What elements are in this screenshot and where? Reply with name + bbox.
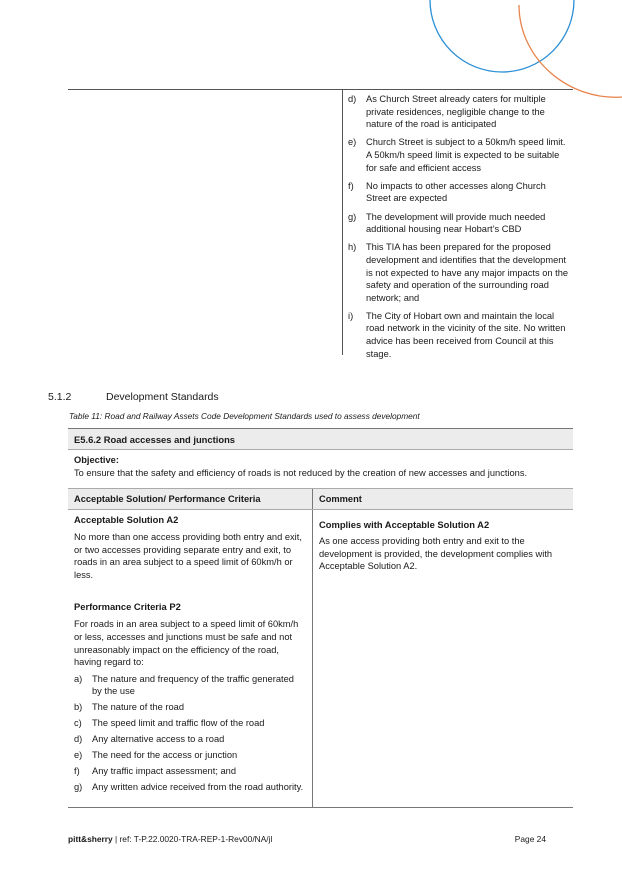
table-title: E5.6.2 Road accesses and junctions bbox=[68, 428, 573, 450]
list-item: d) As Church Street already caters for multiple private residences, negligible change to the nature of the road is anticipated bbox=[348, 94, 546, 130]
table-caption: Table 11: Road and Railway Assets Code Development Standards used to assess development bbox=[69, 411, 420, 421]
page-footer bbox=[68, 834, 546, 844]
objective-row bbox=[68, 450, 573, 488]
blue-arc bbox=[430, 0, 574, 72]
list-item: b) The nature of the road bbox=[74, 702, 184, 713]
list-item: a) The nature and frequency of the traffic generated by the use bbox=[74, 673, 294, 697]
column-header-row bbox=[68, 488, 573, 510]
objective-text: To ensure that the safety and efficiency of roads is not reduced by the creation of new accesses and junctions. bbox=[74, 468, 528, 478]
brand-name: pitt&sherry bbox=[68, 834, 113, 844]
list-item: g) Any written advice received from the road authority. bbox=[74, 782, 304, 793]
col-header-criteria: Acceptable Solution/ Performance Criteria bbox=[68, 489, 313, 509]
standards-table bbox=[68, 428, 573, 808]
comment-cell bbox=[313, 510, 573, 807]
a2-text: No more than one access providing both entry and exit, or two accesses providing separate entry and exit, to roads in an area subject to a speed limit of 60km/h or less. bbox=[74, 532, 302, 580]
p2-list bbox=[74, 673, 306, 794]
table-row bbox=[68, 510, 573, 808]
list-item: d) Any alternative access to a road bbox=[74, 734, 225, 745]
p2-text: For roads in an area subject to a speed limit of 60km/h or less, accesses and junctions must be safe and not unreasonably impact on the efficiency of the road, having regard to: bbox=[74, 619, 299, 668]
top-rule bbox=[68, 89, 573, 90]
list-item: i) The City of Hobart own and maintain the local road network in the vicinity of the site. No written advice has been received from Council at this stage. bbox=[348, 310, 566, 359]
page-number: Page 24 bbox=[514, 834, 546, 844]
objective-label: Objective: bbox=[74, 455, 119, 465]
comment-text: As one access providing both entry and exit to the development is provided, the development complies with Acceptable Solution A2. bbox=[319, 536, 553, 572]
criteria-cell bbox=[68, 510, 313, 807]
p2-heading: Performance Criteria P2 bbox=[74, 601, 181, 613]
list-item: e) Church Street is subject to a 50km/h speed limit. A 50km/h speed limit is expected to be suitable for safe and efficient access bbox=[348, 137, 566, 173]
section-number: 5.1.2 bbox=[48, 391, 72, 403]
comment-heading: Complies with Acceptable Solution A2 bbox=[319, 519, 490, 530]
col-header-comment: Comment bbox=[319, 494, 362, 504]
section-title: Development Standards bbox=[106, 391, 219, 403]
footer-ref bbox=[68, 834, 272, 844]
list-item: f) Any traffic impact assessment; and bbox=[74, 766, 236, 777]
list-item: e) The need for the access or junction bbox=[74, 750, 238, 761]
column-divider bbox=[342, 89, 343, 355]
list-item: g) The development will provide much needed additional housing near Hobart’s CBD bbox=[348, 211, 546, 235]
a2-heading: Acceptable Solution A2 bbox=[74, 514, 179, 525]
orange-arc bbox=[519, 5, 622, 97]
list-item: f) No impacts to other accesses along Church Street are expected bbox=[348, 180, 546, 204]
list-item: c) The speed limit and traffic flow of the road bbox=[74, 718, 265, 729]
continuation-list bbox=[348, 93, 570, 366]
doc-ref: | ref: T-P.22.0020-TRA-REP-1-Rev00/NA/jl bbox=[112, 834, 273, 844]
list-item: h) This TIA has been prepared for the proposed development and identifies that the development is not expected to have any major impacts on the safety and operation of the surrounding road network; and bbox=[348, 242, 569, 303]
